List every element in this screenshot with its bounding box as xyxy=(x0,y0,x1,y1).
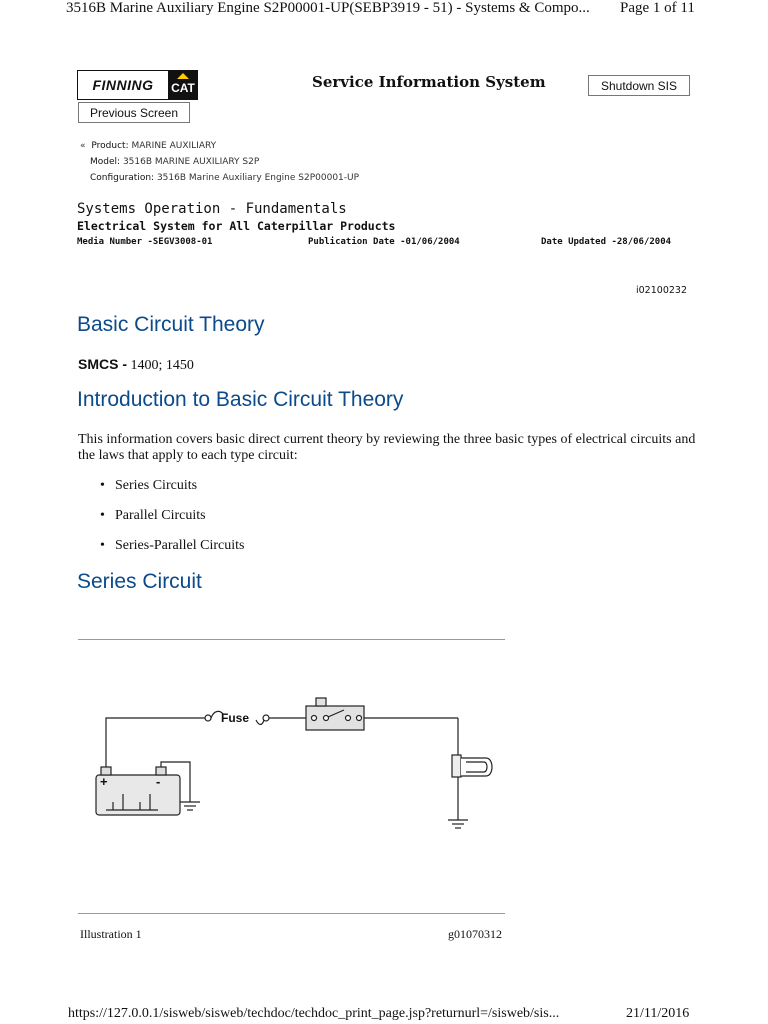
fuse-terminal-left xyxy=(205,715,211,721)
logo-finning-text: FINNING xyxy=(77,70,168,100)
publication-date: Publication Date -01/06/2004 xyxy=(308,237,460,247)
illustration-bottom-rule xyxy=(78,913,505,914)
heading-introduction: Introduction to Basic Circuit Theory xyxy=(77,388,404,411)
lamp-socket xyxy=(452,755,461,777)
smcs-line xyxy=(78,356,194,374)
model-label: Model: xyxy=(90,157,121,167)
configuration-label: Configuration: xyxy=(90,173,155,183)
switch-terminal-3 xyxy=(346,716,351,721)
list-item xyxy=(100,508,244,538)
document-subtitle: Electrical System for All Caterpillar Products xyxy=(77,219,396,233)
switch-terminal-1 xyxy=(312,716,317,721)
battery-case xyxy=(96,775,180,815)
logo-cat-text: CAT xyxy=(171,81,195,95)
heading-series-circuit: Series Circuit xyxy=(77,570,202,593)
configuration-value: 3516B Marine Auxiliary Engine S2P00001-UP xyxy=(156,173,360,183)
fuse-label: Fuse xyxy=(221,711,250,725)
print-footer-date: 21/11/2016 xyxy=(626,1006,690,1021)
circuit-type-list xyxy=(100,478,244,568)
switch-terminal-2 xyxy=(324,716,329,721)
battery-plus-label: + xyxy=(100,774,108,789)
intro-paragraph: This information covers basic direct current theory by reviewing the three basic types of electrical circuits and the laws that apply to each type circuit: xyxy=(78,432,696,463)
bullet-icon: • xyxy=(100,478,105,493)
model-value: 3516B MARINE AUXILIARY S2P xyxy=(122,157,260,167)
wire-top-left xyxy=(106,718,205,767)
configuration-row xyxy=(90,173,359,183)
product-value: MARINE AUXILIARY xyxy=(131,141,217,151)
media-number: Media Number -SEGV3008-01 xyxy=(77,237,213,247)
date-updated: Date Updated -28/06/2004 xyxy=(541,237,672,247)
list-item-text: Series Circuits xyxy=(115,478,198,493)
document-title: Systems Operation - Fundamentals xyxy=(77,201,347,217)
heading-basic-circuit-theory: Basic Circuit Theory xyxy=(77,313,265,336)
switch-terminal-4 xyxy=(357,716,362,721)
smcs-value: 1400; 1450 xyxy=(130,358,194,373)
double-chevron-left-icon[interactable]: « xyxy=(80,141,86,151)
switch-knob xyxy=(316,698,326,706)
previous-screen-button[interactable]: Previous Screen xyxy=(78,102,190,123)
print-footer-url: https://127.0.0.1/sisweb/sisweb/techdoc/techdoc_print_page.jsp?returnurl=/sisweb/sis... xyxy=(68,1006,560,1021)
sis-title: Service Information System xyxy=(312,73,546,91)
fuse-terminal-right xyxy=(263,715,269,721)
shutdown-sis-button[interactable]: Shutdown SIS xyxy=(588,75,690,96)
illustration-id: g01070312 xyxy=(448,927,502,941)
bullet-icon: • xyxy=(100,508,105,523)
series-circuit-diagram xyxy=(78,640,505,913)
print-header-title: 3516B Marine Auxiliary Engine S2P00001-UP(SEBP3919 - 51) - Systems & Compo... xyxy=(66,0,590,16)
battery-minus-label: - xyxy=(156,774,161,789)
smcs-label: SMCS - xyxy=(78,356,127,372)
product-row xyxy=(80,141,216,151)
illustration-caption: Illustration 1 xyxy=(80,927,142,941)
finning-cat-logo xyxy=(77,70,198,100)
list-item-text: Parallel Circuits xyxy=(115,508,206,523)
list-item-text: Series-Parallel Circuits xyxy=(115,538,245,553)
document-id: i02100232 xyxy=(636,285,687,296)
print-page-number: Page 1 of 11 xyxy=(620,0,695,16)
fuse-arc-right xyxy=(256,720,264,725)
model-row xyxy=(90,157,259,167)
product-label: Product: xyxy=(91,141,129,151)
logo-cat-badge xyxy=(168,70,198,100)
bullet-icon: • xyxy=(100,538,105,553)
list-item xyxy=(100,478,244,508)
list-item xyxy=(100,538,244,568)
